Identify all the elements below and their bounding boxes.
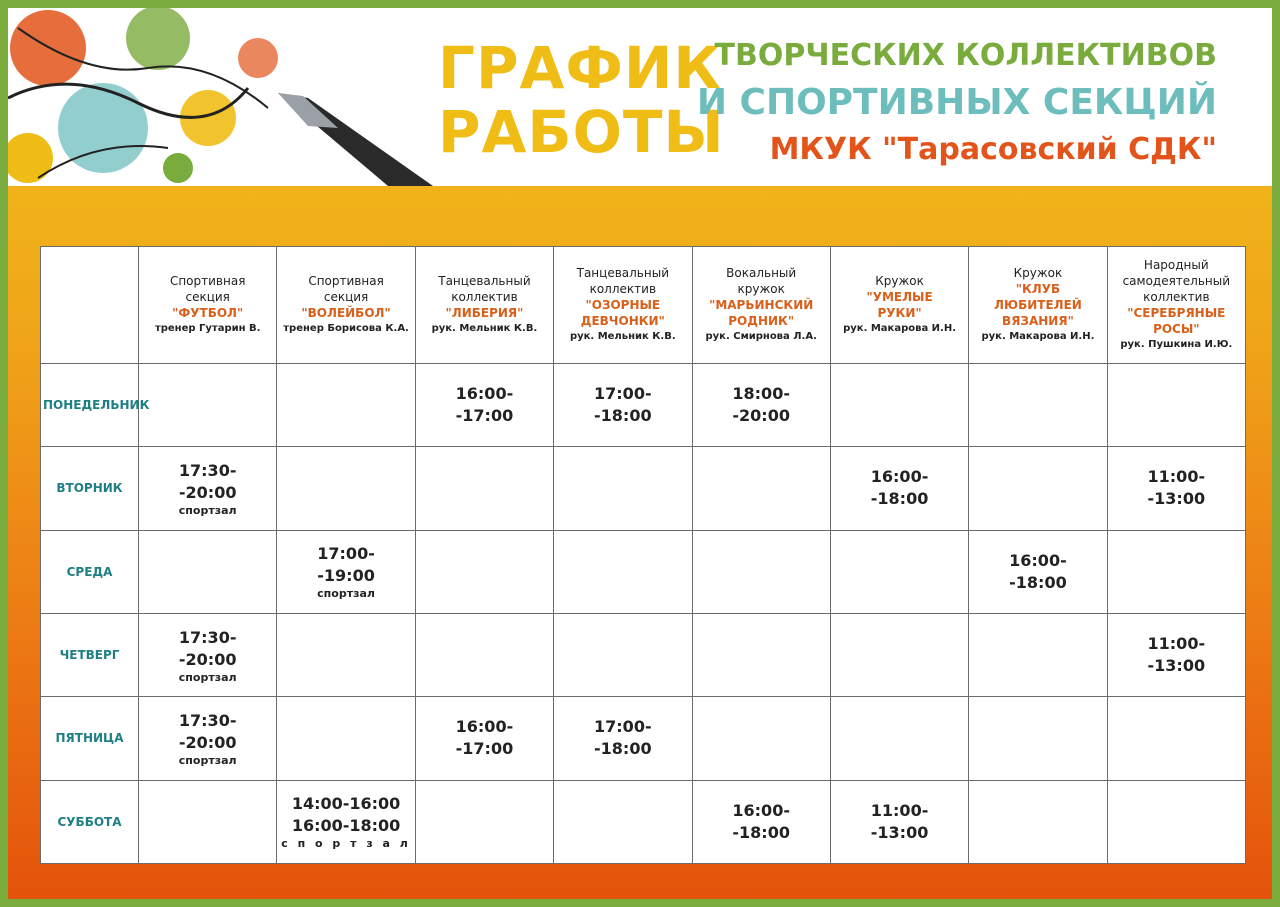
floral-pen-illustration — [8, 8, 438, 186]
corner-cell — [41, 247, 139, 364]
time-range: 16:00- -18:00 — [870, 467, 929, 509]
schedule-cell — [830, 447, 968, 530]
schedule-cell — [277, 364, 415, 447]
schedule-cell — [969, 530, 1107, 613]
column-type: Спортивная секция — [169, 274, 246, 304]
column-type: Спортивная секция — [308, 274, 384, 304]
day-label: ЧЕТВЕРГ — [41, 613, 139, 696]
schedule-cell — [1107, 530, 1245, 613]
schedule-cell — [692, 613, 830, 696]
venue-label: с п о р т з а л — [281, 837, 411, 851]
column-header-football — [139, 247, 277, 364]
column-lead: тренер Гутарин В. — [154, 323, 261, 334]
column-lead: рук. Пушкина И.Ю. — [1120, 339, 1233, 350]
schedule-cell — [692, 364, 830, 447]
schedule-cell — [969, 364, 1107, 447]
schedule-cell — [139, 697, 277, 780]
column-lead: рук. Мельник К.В. — [431, 323, 538, 334]
schedule-cell — [969, 697, 1107, 780]
schedule-cell — [1107, 697, 1245, 780]
column-name: "КЛУБ ЛЮБИТЕЛЕЙ ВЯЗАНИЯ" — [994, 282, 1082, 328]
column-name: "ОЗОРНЫЕ ДЕВЧОНКИ" — [580, 298, 665, 328]
time-range: 16:00- -18:00 — [1009, 550, 1067, 592]
column-type: Вокальный кружок — [726, 266, 797, 296]
column-header-umelye-ruki — [830, 247, 968, 364]
table-row — [41, 697, 1246, 780]
time-range: 14:00-16:00 16:00-18:00 — [291, 794, 401, 836]
column-header-knitting-club — [969, 247, 1107, 364]
schedule-cell — [415, 364, 553, 447]
column-header-marinsky-rodnik — [692, 247, 830, 364]
column-name: "МАРЬИНСКИЙ РОДНИК" — [709, 298, 814, 328]
column-type: Танцевальный коллектив — [438, 274, 531, 304]
title-line-2: РАБОТЫ — [438, 98, 725, 166]
schedule-cell — [139, 530, 277, 613]
schedule-cell — [139, 780, 277, 863]
schedule-cell — [554, 613, 692, 696]
column-name: "ВОЛЕЙБОЛ" — [301, 306, 391, 320]
column-name: "ЛИБЕРИЯ" — [445, 306, 524, 320]
column-type: Танцевальный коллектив — [576, 266, 669, 296]
time-range: 16:00- -17:00 — [455, 384, 514, 426]
time-range: 17:00- -18:00 — [594, 384, 652, 426]
schedule-cell — [415, 780, 553, 863]
title-line-1: ГРАФИК — [438, 34, 722, 102]
schedule-cell — [139, 447, 277, 530]
schedule-cell — [139, 364, 277, 447]
schedule-cell — [692, 697, 830, 780]
subtitle-line-1: ТВОРЧЕСКИХ КОЛЛЕКТИВОВ — [714, 38, 1217, 73]
table-row — [41, 447, 1246, 530]
time-range: 18:00- -20:00 — [732, 384, 790, 426]
schedule-cell — [692, 780, 830, 863]
day-label: СРЕДА — [41, 530, 139, 613]
poster-title — [438, 36, 723, 164]
time-range: 17:30- -20:00 — [178, 460, 237, 502]
schedule-cell — [969, 613, 1107, 696]
venue-label: спортзал — [178, 670, 237, 684]
column-lead: тренер Борисова К.А. — [283, 323, 409, 334]
schedule-body — [41, 364, 1246, 864]
column-lead: рук. Макарова И.Н. — [981, 331, 1095, 342]
table-row — [41, 613, 1246, 696]
schedule-cell — [692, 530, 830, 613]
schedule-cell — [830, 530, 968, 613]
schedule-cell — [277, 613, 415, 696]
column-type: Кружок — [1013, 266, 1063, 280]
subtitle-line-2: И СПОРТИВНЫХ СЕКЦИЙ — [696, 82, 1217, 123]
schedule-cell — [554, 364, 692, 447]
schedule-cell — [830, 613, 968, 696]
schedule-table — [40, 246, 1246, 864]
day-label: ВТОРНИК — [41, 447, 139, 530]
column-header-row — [41, 247, 1246, 364]
schedule-cell — [1107, 364, 1245, 447]
schedule-cell — [554, 447, 692, 530]
column-header-volleyball — [277, 247, 415, 364]
column-lead: рук. Смирнова Л.А. — [705, 331, 817, 342]
schedule-cell — [554, 530, 692, 613]
schedule-cell — [139, 613, 277, 696]
decorative-artwork — [8, 8, 438, 186]
schedule-cell — [1107, 780, 1245, 863]
schedule-cell — [277, 780, 415, 863]
time-range: 17:30- -20:00 — [178, 627, 237, 669]
schedule-cell — [277, 530, 415, 613]
schedule-cell — [415, 447, 553, 530]
table-row — [41, 364, 1246, 447]
column-type: Народный самодеятельный коллектив — [1122, 258, 1231, 304]
time-range: 11:00- -13:00 — [1147, 634, 1206, 676]
column-name: "УМЕЛЫЕ РУКИ" — [866, 290, 933, 320]
schedule-cell — [277, 697, 415, 780]
time-range: 11:00- -13:00 — [870, 800, 929, 842]
day-label: ПОНЕДЕЛЬНИК — [41, 364, 139, 447]
schedule-cell — [1107, 613, 1245, 696]
table-row — [41, 780, 1246, 863]
schedule-cell — [1107, 447, 1245, 530]
time-range: 17:00- -18:00 — [594, 717, 652, 759]
column-lead: рук. Мельник К.В. — [569, 331, 676, 342]
column-header-liberia — [415, 247, 553, 364]
subtitle-line-3: МКУК "Тарасовский СДК" — [769, 132, 1217, 167]
day-label: ПЯТНИЦА — [41, 697, 139, 780]
venue-label: спортзал — [317, 587, 375, 601]
time-range: 17:00- -19:00 — [317, 544, 375, 586]
day-label: СУББОТА — [41, 780, 139, 863]
venue-label: спортзал — [178, 503, 237, 517]
schedule-cell — [277, 447, 415, 530]
column-name: "СЕРЕБРЯНЫЕ РОСЫ" — [1127, 306, 1226, 336]
schedule-cell — [692, 447, 830, 530]
schedule-cell — [830, 697, 968, 780]
poster-header — [8, 8, 1272, 186]
schedule-cell — [554, 780, 692, 863]
column-name: "ФУТБОЛ" — [172, 306, 244, 320]
time-range: 16:00- -18:00 — [732, 800, 790, 842]
time-range: 16:00- -17:00 — [455, 717, 514, 759]
schedule-cell — [554, 697, 692, 780]
schedule-cell — [969, 780, 1107, 863]
column-header-ozornye-devchonki — [554, 247, 692, 364]
column-lead: рук. Макарова И.Н. — [843, 323, 957, 334]
column-header-serebryanye-rosy — [1107, 247, 1245, 364]
schedule-cell — [830, 364, 968, 447]
schedule-cell — [415, 697, 553, 780]
schedule-cell — [969, 447, 1107, 530]
schedule-cell — [415, 613, 553, 696]
column-type: Кружок — [875, 274, 924, 288]
time-range: 17:30- -20:00 — [178, 710, 237, 752]
venue-label: спортзал — [178, 753, 237, 767]
schedule-cell — [830, 780, 968, 863]
schedule-cell — [415, 530, 553, 613]
time-range: 11:00- -13:00 — [1147, 467, 1206, 509]
table-row — [41, 530, 1246, 613]
